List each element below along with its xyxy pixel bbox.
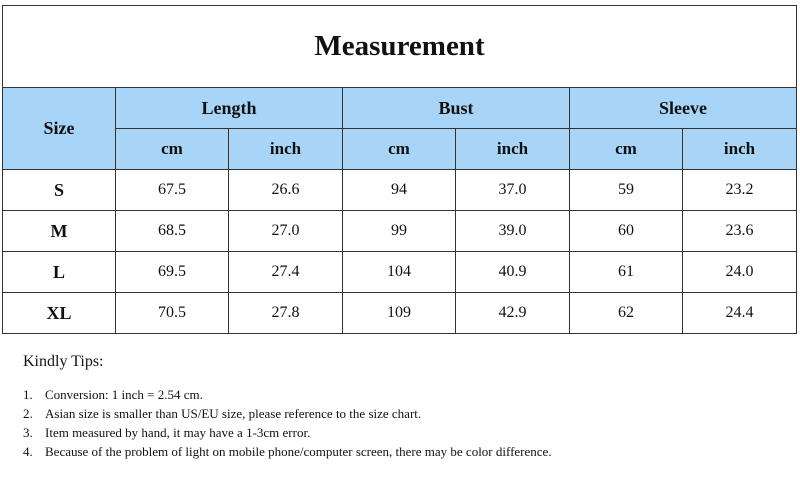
length-inch-value: 27.4 (229, 252, 343, 293)
table-row (3, 293, 797, 334)
length-cm-value: 68.5 (116, 211, 229, 252)
bust-cm-value: 104 (343, 252, 456, 293)
table-row (3, 170, 797, 211)
length-inch-value: 27.8 (229, 293, 343, 334)
sleeve-cm-value: 59 (570, 170, 683, 211)
measurement-table (2, 5, 797, 334)
sleeve-inch-value: 24.4 (683, 293, 797, 334)
sleeve-cm-value: 61 (570, 252, 683, 293)
length-inch-value: 26.6 (229, 170, 343, 211)
tip-number: 2. (23, 406, 33, 421)
sleeve-inch-value: 23.2 (683, 170, 797, 211)
table-row (3, 252, 797, 293)
sleeve-header: Sleeve (570, 88, 797, 129)
bust-inch-value: 39.0 (456, 211, 570, 252)
bust-cm-header: cm (343, 129, 456, 170)
size-label: M (3, 211, 116, 252)
bust-inch-value: 40.9 (456, 252, 570, 293)
length-inch-header: inch (229, 129, 343, 170)
tip-text: Because of the problem of light on mobile phone/computer screen, there may be color difference. (45, 444, 552, 459)
list-item (23, 404, 583, 423)
length-cm-header: cm (116, 129, 229, 170)
bust-inch-value: 37.0 (456, 170, 570, 211)
sleeve-inch-header: inch (683, 129, 797, 170)
table-row (3, 211, 797, 252)
sleeve-inch-value: 23.6 (683, 211, 797, 252)
tips-heading: Kindly Tips: (23, 353, 104, 370)
size-label: S (3, 170, 116, 211)
length-inch-value: 27.0 (229, 211, 343, 252)
tip-number: 3. (23, 425, 33, 440)
table-title: Measurement (3, 6, 797, 88)
list-item (23, 385, 583, 404)
tip-number: 1. (23, 387, 33, 402)
tip-text: Asian size is smaller than US/EU size, please reference to the size chart. (45, 406, 422, 421)
bust-cm-value: 99 (343, 211, 456, 252)
size-label: L (3, 252, 116, 293)
tip-text: Item measured by hand, it may have a 1-3cm error. (45, 425, 311, 440)
bust-cm-value: 109 (343, 293, 456, 334)
tips-list (23, 385, 583, 461)
bust-cm-value: 94 (343, 170, 456, 211)
length-header: Length (116, 88, 343, 129)
length-cm-value: 69.5 (116, 252, 229, 293)
size-label: XL (3, 293, 116, 334)
size-header: Size (3, 88, 116, 170)
sleeve-cm-header: cm (570, 129, 683, 170)
sleeve-cm-value: 60 (570, 211, 683, 252)
length-cm-value: 70.5 (116, 293, 229, 334)
sleeve-cm-value: 62 (570, 293, 683, 334)
bust-inch-header: inch (456, 129, 570, 170)
list-item (23, 423, 583, 442)
bust-inch-value: 42.9 (456, 293, 570, 334)
tips-section (23, 353, 583, 461)
bust-header: Bust (343, 88, 570, 129)
list-item (23, 442, 583, 461)
sleeve-inch-value: 24.0 (683, 252, 797, 293)
length-cm-value: 67.5 (116, 170, 229, 211)
tip-text: Conversion: 1 inch = 2.54 cm. (45, 387, 203, 402)
tip-number: 4. (23, 444, 33, 459)
